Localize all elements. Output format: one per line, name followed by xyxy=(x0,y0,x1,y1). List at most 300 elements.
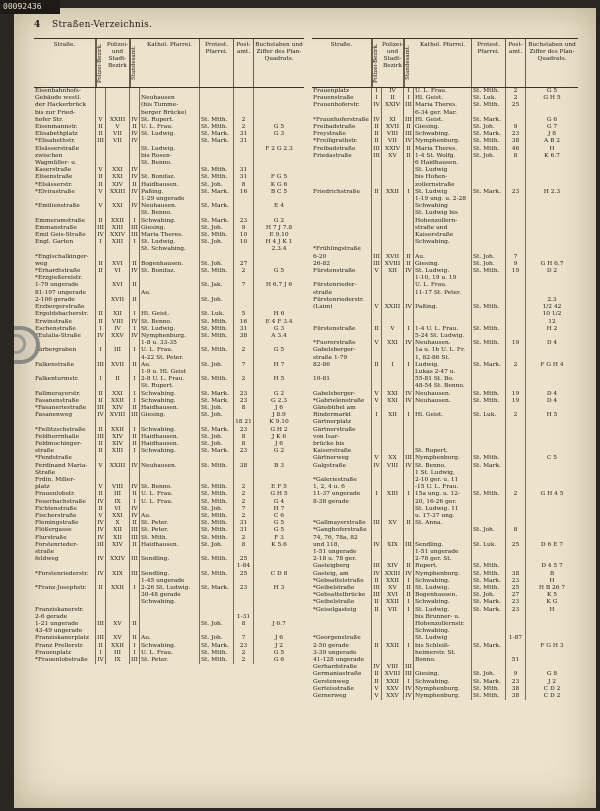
cell-plan xyxy=(254,355,304,362)
cell-postamt xyxy=(506,246,526,253)
table-row xyxy=(312,506,578,513)
cell-kath-pfarrei: St. Ludwig xyxy=(414,167,472,174)
table-row xyxy=(312,326,578,333)
cell-plan: H B 26 7 xyxy=(538,585,566,592)
cell-postamt: 16 xyxy=(234,319,254,326)
cell-prot-pfarrei xyxy=(200,563,234,570)
table-row xyxy=(312,383,578,390)
cell-postamt xyxy=(234,275,254,282)
cell-standesamt xyxy=(404,527,414,534)
table-row xyxy=(34,225,304,232)
table-row xyxy=(34,398,304,405)
cell-distrikt xyxy=(106,275,130,282)
cell-plan xyxy=(526,110,578,117)
cell-kath-pfarrei: St. Ludwig. xyxy=(414,268,472,275)
left-table-header xyxy=(34,38,304,88)
right-table-body xyxy=(312,88,578,700)
cell-kath-pfarrei: St. Ludwig xyxy=(414,189,472,196)
cell-standesamt xyxy=(404,477,414,484)
cell-strasse xyxy=(312,628,372,635)
cell-standesamt: II xyxy=(130,362,140,369)
cell-standesamt: II xyxy=(130,635,140,642)
cell-postamt: 8 xyxy=(234,405,254,412)
cell-postamt xyxy=(506,405,526,412)
cell-polizeibezirk: II xyxy=(96,491,106,498)
cell-polizeibezirk xyxy=(372,499,382,506)
cell-postamt: 27 xyxy=(234,261,254,268)
cell-standesamt xyxy=(130,563,140,570)
cell-distrikt xyxy=(106,153,130,160)
cell-distrikt: VI xyxy=(106,506,130,513)
table-row xyxy=(312,398,578,405)
cell-kath-pfarrei: (bis Tumme- xyxy=(140,102,200,109)
cell-polizeibezirk: IV xyxy=(372,542,382,549)
cell-strasse: Freibadstraße xyxy=(312,146,372,153)
cell-distrikt: I xyxy=(382,362,404,369)
cell-plan: G 5 xyxy=(273,347,285,354)
cell-standesamt xyxy=(404,174,414,181)
cell-standesamt: III xyxy=(404,131,414,138)
cell-distrikt: IX xyxy=(106,657,130,664)
cell-prot-pfarrei: St. Mark. xyxy=(200,448,234,455)
table-row xyxy=(312,347,578,354)
cell-postamt: 7 xyxy=(234,635,254,642)
cell-kath-pfarrei: 1-45 ungerade xyxy=(140,578,200,585)
cell-standesamt: IV xyxy=(130,484,140,491)
cell-strasse: Frauenhoferstr. xyxy=(312,102,372,109)
cell-postamt xyxy=(234,88,254,95)
cell-strasse: Gärtnerweg xyxy=(312,455,372,462)
cell-standesamt: IV xyxy=(404,686,414,693)
cell-prot-pfarrei: St. Mark. xyxy=(472,679,506,686)
cell-kath-pfarrei: 2-26 St. Ludwig. xyxy=(140,585,200,592)
table-row xyxy=(312,369,578,376)
cell-standesamt: I xyxy=(404,412,414,419)
cell-plan xyxy=(526,182,578,189)
cell-polizeibezirk xyxy=(96,607,106,614)
cell-postamt xyxy=(506,513,526,520)
cell-polizeibezirk xyxy=(96,470,106,477)
cell-distrikt xyxy=(106,599,130,606)
cell-postamt xyxy=(234,153,254,160)
cell-prot-pfarrei xyxy=(472,210,506,217)
cell-plan xyxy=(254,261,304,268)
cell-kath-pfarrei: bis Schleiß- xyxy=(414,643,472,650)
cell-postamt: 9 xyxy=(506,124,526,131)
cell-distrikt xyxy=(106,470,130,477)
cell-distrikt xyxy=(382,290,404,297)
table-row xyxy=(34,527,304,534)
cell-strasse: Frauenlobstr. xyxy=(34,491,96,498)
cell-standesamt: I xyxy=(130,427,140,434)
cell-plan: J K 6 xyxy=(271,433,287,440)
table-row xyxy=(312,153,578,160)
cell-plan: G H 5 xyxy=(543,95,561,102)
cell-distrikt xyxy=(382,275,404,282)
cell-strasse: Feldmochinger- xyxy=(34,441,96,448)
cell-distrikt: XXII xyxy=(106,643,130,650)
table-row xyxy=(312,160,578,167)
table-row xyxy=(312,441,578,448)
cell-postamt: 7 xyxy=(234,506,254,513)
cell-polizeibezirk xyxy=(96,297,106,304)
cell-standesamt: IV xyxy=(130,117,140,124)
cell-postamt xyxy=(234,599,254,606)
cell-polizeibezirk: III xyxy=(96,434,106,441)
cell-postamt xyxy=(234,383,254,390)
cell-polizeibezirk xyxy=(372,355,382,362)
table-row xyxy=(312,88,578,95)
cell-standesamt xyxy=(404,210,414,217)
cell-distrikt: XVI xyxy=(382,592,404,599)
table-row xyxy=(312,412,578,419)
cell-plan: J 6 xyxy=(275,440,283,447)
cell-polizeibezirk xyxy=(96,282,106,289)
cell-polizeibezirk xyxy=(372,448,382,455)
cell-distrikt: XXII xyxy=(106,585,130,592)
cell-prot-pfarrei xyxy=(472,434,506,441)
cell-standesamt: I xyxy=(404,491,414,498)
cell-strasse: 43-49 ungerade xyxy=(34,628,96,635)
cell-postamt xyxy=(506,210,526,217)
table-row xyxy=(312,102,578,109)
cell-prot-pfarrei xyxy=(472,311,506,318)
table-row xyxy=(34,347,304,354)
cell-polizeibezirk xyxy=(372,239,382,246)
cell-kath-pfarrei: -15 U. L. Frau. xyxy=(414,484,472,491)
cell-strasse: Erwinstraße xyxy=(34,319,96,326)
cell-polizeibezirk xyxy=(96,628,106,635)
cell-kath-pfarrei: 30-48 gerade xyxy=(140,592,200,599)
cell-prot-pfarrei xyxy=(472,448,506,455)
cell-polizeibezirk: IV xyxy=(372,463,382,470)
cell-distrikt xyxy=(382,232,404,239)
cell-distrikt xyxy=(382,527,404,534)
cell-kath-pfarrei: St. Ludwig. xyxy=(414,607,472,614)
cell-strasse xyxy=(34,340,96,347)
cell-strasse: Flemingstraße xyxy=(34,520,96,527)
table-row xyxy=(34,427,304,434)
cell-standesamt: IV xyxy=(404,268,414,275)
cell-postamt: 2 xyxy=(234,124,254,131)
cell-kath-pfarrei: zollernstraße xyxy=(414,182,472,189)
cell-plan: H 4 J K 1 xyxy=(265,239,293,246)
cell-postamt: 23 xyxy=(506,189,526,196)
cell-strasse: 11-37 ungerade xyxy=(312,491,372,498)
cell-distrikt xyxy=(382,376,404,383)
table-row xyxy=(34,246,304,253)
cell-standesamt: IV xyxy=(404,391,414,398)
cell-strasse xyxy=(34,210,96,217)
cell-prot-pfarrei: St. Joh. xyxy=(472,527,506,534)
cell-strasse: straße xyxy=(34,549,96,556)
cell-kath-pfarrei: St. Peter. xyxy=(140,520,200,527)
cell-plan: G 5 xyxy=(273,268,285,275)
cell-kath-pfarrei: Giesing. xyxy=(414,124,472,131)
cell-standesamt: I xyxy=(130,311,140,318)
cell-distrikt: XXIII xyxy=(106,189,130,196)
cell-distrikt xyxy=(382,210,404,217)
cell-prot-pfarrei xyxy=(200,455,234,462)
cell-strasse: Wagmüller- u. xyxy=(34,160,96,167)
cell-plan xyxy=(254,110,304,117)
cell-plan: H xyxy=(549,577,555,584)
cell-strasse: Flurstraße xyxy=(34,535,96,542)
cell-distrikt: XXV xyxy=(106,333,130,340)
table-row xyxy=(312,491,578,498)
cell-prot-pfarrei xyxy=(200,304,234,311)
cell-prot-pfarrei: St. Mtth. xyxy=(472,686,506,693)
col-header-distrikt: Polizei- und Stadt-Bezirk xyxy=(382,39,404,87)
cell-standesamt xyxy=(130,102,140,109)
cell-strasse: Rindermarkt xyxy=(312,412,372,419)
cell-strasse: *Gallmayerstraße xyxy=(312,520,372,527)
cell-polizeibezirk: III xyxy=(96,542,106,549)
cell-polizeibezirk xyxy=(372,376,382,383)
cell-prot-pfarrei: St. Mtth. xyxy=(200,499,234,506)
table-row xyxy=(312,549,578,556)
cell-strasse: Kaserstraße xyxy=(34,167,96,174)
cell-kath-pfarrei xyxy=(414,319,472,326)
cell-kath-pfarrei: Schwabing. xyxy=(140,643,200,650)
cell-kath-pfarrei: Nymphenburg. xyxy=(414,455,472,462)
table-row xyxy=(34,268,304,275)
cell-postamt xyxy=(234,196,254,203)
cell-distrikt xyxy=(382,319,404,326)
cell-polizeibezirk: III xyxy=(96,225,106,232)
cell-strasse: Fürstenrieder- xyxy=(312,282,372,289)
cell-kath-pfarrei: Ludwig. xyxy=(414,362,472,369)
cell-plan xyxy=(526,628,578,635)
cell-postamt: 9 xyxy=(234,225,254,232)
cell-distrikt: VIII xyxy=(106,319,130,326)
cell-polizeibezirk: I xyxy=(96,650,106,657)
cell-polizeibezirk xyxy=(372,657,382,664)
cell-polizeibezirk: III xyxy=(372,563,382,570)
cell-postamt xyxy=(506,110,526,117)
cell-distrikt xyxy=(106,369,130,376)
cell-prot-pfarrei: St. Joh. xyxy=(200,412,234,419)
cell-polizeibezirk xyxy=(372,232,382,239)
cell-prot-pfarrei: St. Mark. xyxy=(200,138,234,145)
table-row xyxy=(312,657,578,664)
cell-postamt: 25 xyxy=(506,542,526,549)
cell-prot-pfarrei: St. Joh. xyxy=(200,362,234,369)
cell-distrikt: XV xyxy=(106,621,130,628)
cell-strasse: Ferdinand Maria- xyxy=(34,463,96,470)
cell-kath-pfarrei: Nymphenburg. xyxy=(414,693,472,700)
cell-standesamt: IV xyxy=(130,319,140,326)
cell-polizeibezirk: II xyxy=(96,643,106,650)
cell-polizeibezirk: II xyxy=(372,578,382,585)
cell-postamt: 2 xyxy=(506,491,526,498)
cell-standesamt: I xyxy=(404,189,414,196)
cell-postamt xyxy=(506,160,526,167)
cell-kath-pfarrei: Schwabing xyxy=(414,203,472,210)
cell-prot-pfarrei xyxy=(200,210,234,217)
cell-polizeibezirk xyxy=(96,95,106,102)
cell-strasse: Frdin. Miller- xyxy=(34,477,96,484)
cell-standesamt xyxy=(130,592,140,599)
cell-strasse: *Geiselgasteig xyxy=(312,607,372,614)
table-row xyxy=(34,218,304,225)
cell-prot-pfarrei xyxy=(200,470,234,477)
cell-plan: J 6 xyxy=(275,635,283,642)
cell-plan: J 6 xyxy=(275,404,283,411)
cell-strasse xyxy=(34,578,96,585)
cell-distrikt: VII xyxy=(382,138,404,145)
cell-kath-pfarrei: U. L. Frau. xyxy=(414,282,472,289)
table-row xyxy=(34,405,304,412)
cell-strasse xyxy=(34,355,96,362)
cell-polizeibezirk: II xyxy=(96,391,106,398)
cell-postamt: 25 xyxy=(234,571,254,578)
cell-strasse: *Forstenriederstr. xyxy=(34,571,96,578)
cell-strasse: (Laim) xyxy=(312,304,372,311)
cell-strasse: 74, 76, 78a, 82 xyxy=(312,535,372,542)
cell-strasse: Eisenbahnhofs- xyxy=(34,88,96,95)
cell-distrikt: XII xyxy=(106,535,130,542)
cell-kath-pfarrei: Neuhausen. xyxy=(414,340,472,347)
cell-plan xyxy=(254,196,304,203)
cell-plan xyxy=(526,477,578,484)
cell-kath-pfarrei: St. Ludwig bis xyxy=(414,210,472,217)
cell-strasse: 81-197 ungerade xyxy=(34,290,96,297)
cell-strasse: Gänsbühel am xyxy=(312,405,372,412)
cell-polizeibezirk xyxy=(96,383,106,390)
cell-postamt xyxy=(234,210,254,217)
table-row xyxy=(34,470,304,477)
cell-prot-pfarrei xyxy=(472,650,506,657)
cell-plan xyxy=(254,470,304,477)
cell-postamt xyxy=(506,614,526,621)
table-row xyxy=(312,203,578,210)
cell-kath-pfarrei: St. Peter. xyxy=(140,657,200,664)
cell-polizeibezirk xyxy=(372,614,382,621)
table-row xyxy=(34,146,304,153)
table-row xyxy=(312,146,578,153)
table-row xyxy=(34,282,304,289)
cell-standesamt: II xyxy=(130,124,140,131)
cell-kath-pfarrei: St. Benno. xyxy=(140,484,200,491)
cell-standesamt: III xyxy=(404,102,414,109)
cell-standesamt xyxy=(404,182,414,189)
cell-prot-pfarrei: St. Joh. xyxy=(200,542,234,549)
cell-prot-pfarrei xyxy=(200,95,234,102)
cell-plan xyxy=(526,383,578,390)
table-row xyxy=(312,261,578,268)
cell-kath-pfarrei: St. Benno. xyxy=(414,463,472,470)
cell-kath-pfarrei: 20, 16-26 ger. xyxy=(414,499,472,506)
cell-standesamt xyxy=(404,506,414,513)
cell-polizeibezirk xyxy=(96,599,106,606)
cell-prot-pfarrei: St. Mark. xyxy=(200,427,234,434)
col-header-strasse: Straße. xyxy=(34,39,96,87)
cell-standesamt xyxy=(404,419,414,426)
cell-polizeibezirk: II xyxy=(96,268,106,275)
cell-plan xyxy=(254,117,304,124)
cell-standesamt: I xyxy=(404,607,414,614)
col-header-polizeibezirk: Polizei-Bezirk. xyxy=(372,39,382,87)
cell-distrikt xyxy=(106,614,130,621)
cell-standesamt xyxy=(404,376,414,383)
cell-postamt: 23 xyxy=(234,643,254,650)
cell-polizeibezirk xyxy=(372,333,382,340)
cell-strasse: Fürstenriederstr. xyxy=(312,297,372,304)
cell-distrikt xyxy=(382,225,404,232)
cell-distrikt: XXIII xyxy=(382,304,404,311)
cell-standesamt: II xyxy=(404,153,414,160)
table-row xyxy=(312,340,578,347)
cell-standesamt xyxy=(130,88,140,95)
table-row xyxy=(34,455,304,462)
cell-polizeibezirk xyxy=(372,441,382,448)
cell-plan: H 7 J 7.8 xyxy=(265,224,293,231)
cell-polizeibezirk xyxy=(372,290,382,297)
cell-kath-pfarrei: St. Ludwig. xyxy=(140,239,200,246)
cell-standesamt xyxy=(404,333,414,340)
cell-plan xyxy=(254,88,304,95)
cell-distrikt xyxy=(106,549,130,556)
cell-standesamt: I xyxy=(404,95,414,102)
cell-distrikt xyxy=(106,419,130,426)
table-row xyxy=(312,290,578,297)
cell-distrikt: XXII xyxy=(106,427,130,434)
cell-strasse: Gernerweg xyxy=(312,693,372,700)
cell-distrikt: XIV xyxy=(106,405,130,412)
cell-standesamt: IV xyxy=(404,340,414,347)
cell-postamt: 10 xyxy=(234,232,254,239)
table-row xyxy=(312,427,578,434)
cell-plan: A B 2 xyxy=(543,138,561,145)
cell-distrikt xyxy=(382,614,404,621)
table-row xyxy=(312,650,578,657)
cell-standesamt xyxy=(404,635,414,642)
cell-kath-pfarrei: U. L. Frau. xyxy=(140,491,200,498)
cell-postamt xyxy=(506,535,526,542)
table-row xyxy=(34,484,304,491)
cell-standesamt: IV xyxy=(130,138,140,145)
cell-plan: A 3.4 xyxy=(271,332,287,339)
table-row xyxy=(34,95,304,102)
cell-postamt: 1-84 xyxy=(234,563,254,570)
cell-prot-pfarrei: St. Mtth. xyxy=(200,527,234,534)
cell-prot-pfarrei xyxy=(200,419,234,426)
cell-distrikt: XII xyxy=(106,527,130,534)
cell-postamt xyxy=(506,427,526,434)
cell-strasse xyxy=(312,319,372,326)
cell-prot-pfarrei xyxy=(472,275,506,282)
table-row xyxy=(312,520,578,527)
cell-distrikt: II xyxy=(106,376,130,383)
cell-plan: K G xyxy=(546,599,558,606)
cell-plan: B xyxy=(549,570,555,577)
table-row xyxy=(312,477,578,484)
cell-distrikt: XII xyxy=(382,412,404,419)
cell-distrikt xyxy=(382,246,404,253)
cell-kath-pfarrei: Schwabing. xyxy=(414,239,472,246)
cell-kath-pfarrei xyxy=(414,246,472,253)
cell-plan xyxy=(526,621,578,628)
cell-kath-pfarrei: St. Peter. xyxy=(140,527,200,534)
cell-prot-pfarrei: St. Mtth. xyxy=(200,232,234,239)
cell-prot-pfarrei xyxy=(200,369,234,376)
cell-polizeibezirk: IV xyxy=(96,333,106,340)
cell-distrikt xyxy=(382,405,404,412)
table-row xyxy=(312,304,578,311)
cell-standesamt: I xyxy=(130,650,140,657)
cell-strasse: straße 1-79 xyxy=(312,355,372,362)
